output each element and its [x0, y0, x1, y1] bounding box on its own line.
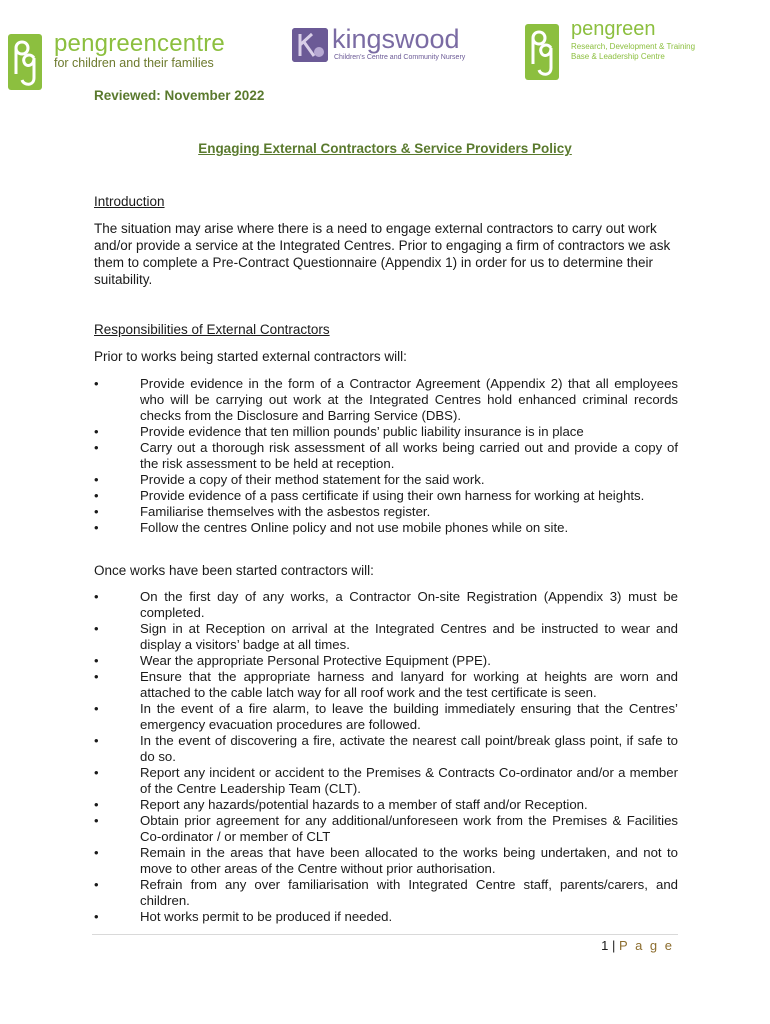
once-started-lead: Once works have been started contractors will:	[94, 563, 374, 578]
list-item: • Obtain prior agreement for any additional/unforeseen work from the Premises & Facilities Co-ordinator / or member of CLT	[94, 813, 678, 845]
page-number-separator: |	[612, 938, 616, 953]
list-item: • Refrain from any over familiarisation with Integrated Centre staff, parents/carers, and children.	[94, 877, 678, 909]
introduction-heading: Introduction	[94, 194, 165, 209]
responsibilities-lead: Prior to works being started external contractors will:	[94, 349, 407, 364]
list-item: • Follow the centres Online policy and not use mobile phones while on site.	[94, 520, 678, 536]
logo-tagline: Children's Centre and Community Nursery	[334, 54, 466, 61]
list-item: • Hot works permit to be produced if needed.	[94, 909, 678, 925]
list-item: • Remain in the areas that have been allocated to the works being undertaken, and not to move to other areas of the Centre without prior authorisation.	[94, 845, 678, 877]
list-item: • Provide a copy of their method statement for the said work.	[94, 472, 678, 488]
list-item: • Wear the appropriate Personal Protective Equipment (PPE).	[94, 653, 678, 669]
list-item: • Sign in at Reception on arrival at the Integrated Centres and be instructed to wear and display a visitors’ badge at all times.	[94, 621, 678, 653]
kingswood-logo	[292, 26, 482, 70]
pg-monogram-icon	[8, 34, 42, 90]
kingswood-emblem-icon	[292, 28, 328, 62]
pengreen-centre-logo	[8, 30, 248, 96]
logo-tagline: Research, Development & Training Base & Leadership Centre	[571, 42, 696, 61]
list-item: • Provide evidence of a pass certificate if using their own harness for working at heights.	[94, 488, 678, 504]
list-item: • Report any incident or accident to the Premises & Contracts Co-ordinator and/or a member of the Centre Leadership Team (CLT).	[94, 765, 678, 797]
pg-monogram-icon	[525, 24, 559, 80]
list-item: • Report any hazards/potential hazards to a member of staff and/or Reception.	[94, 797, 678, 813]
footer-divider	[92, 934, 678, 935]
page-number-value: 1	[601, 938, 609, 953]
list-item: • Provide evidence in the form of a Contractor Agreement (Appendix 2) that all employees who will be carrying out work at the Integrated Centres hold enhanced criminal records checks from the Disclosure and Barring Service (DBS).	[94, 376, 678, 424]
during-works-list	[94, 589, 678, 925]
list-item: • Familiarise themselves with the asbestos register.	[94, 504, 678, 520]
logo-name: pengreen	[571, 18, 656, 40]
pengreen-research-logo	[525, 20, 725, 86]
logo-tagline: for children and their families	[54, 56, 214, 70]
list-item: • In the event of a fire alarm, to leave the building immediately ensuring that the Centres’ emergency evacuation procedures are followed.	[94, 701, 678, 733]
list-item: • Provide evidence that ten million pounds’ public liability insurance is in place	[94, 424, 678, 440]
responsibilities-heading: Responsibilities of External Contractors	[94, 322, 330, 337]
pre-works-list	[94, 376, 678, 536]
logo-name: pengreencentre	[54, 30, 225, 57]
page-number	[601, 938, 674, 953]
list-item: • Carry out a thorough risk assessment of all works being carried out and provide a copy of the risk assessment to be held at reception.	[94, 440, 678, 472]
reviewed-date: Reviewed: November 2022	[94, 88, 265, 103]
list-item: • On the first day of any works, a Contractor On-site Registration (Appendix 3) must be completed.	[94, 589, 678, 621]
page-label: P a g e	[619, 938, 674, 953]
list-item: • In the event of discovering a fire, activate the nearest call point/break glass point, if safe to do so.	[94, 733, 678, 765]
document-title: Engaging External Contractors & Service Providers Policy	[198, 141, 572, 156]
list-item: • Ensure that the appropriate harness and lanyard for working at heights are worn and attached to the cable latch way for all roof work and the test certificate is seen.	[94, 669, 678, 701]
logo-name: kingswood	[332, 24, 460, 54]
introduction-text: The situation may arise where there is a need to engage external contractors to carry out work and/or provide a service at the Integrated Centres. Prior to engaging a firm of contractors we ask them to complete a Pre-Contract Questionnaire (Appendix 1) in order for us to determine their suitability.	[94, 221, 671, 287]
